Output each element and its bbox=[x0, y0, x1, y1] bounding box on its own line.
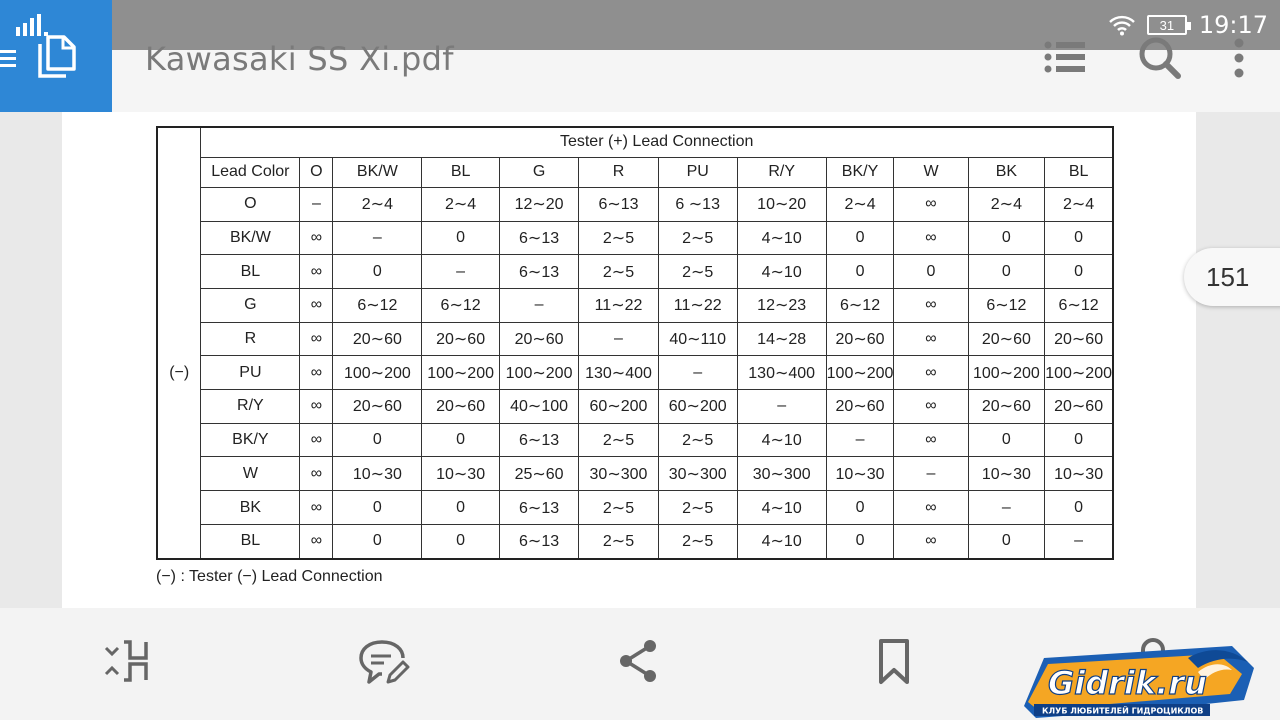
row-label: BL bbox=[201, 255, 300, 289]
table-cell: 100∼200 bbox=[826, 356, 894, 390]
table-cell: 20∼60 bbox=[1045, 322, 1113, 356]
table-row bbox=[157, 255, 1113, 289]
column-header: O bbox=[300, 157, 333, 187]
table-cell: 11∼22 bbox=[579, 289, 658, 323]
table-cell: 6∼12 bbox=[968, 289, 1045, 323]
battery-level: 31 bbox=[1159, 17, 1175, 33]
resistance-table bbox=[156, 126, 1114, 560]
table-cell: 2∼5 bbox=[658, 491, 737, 525]
table-cell: 0 bbox=[333, 255, 422, 289]
table-row bbox=[157, 289, 1113, 323]
table-cell: 20∼60 bbox=[333, 322, 422, 356]
row-group-spacer bbox=[157, 255, 201, 289]
share-icon[interactable] bbox=[618, 638, 658, 684]
table-cell: – bbox=[826, 423, 894, 457]
table-cell: 6 ∼13 bbox=[658, 187, 737, 221]
table-cell: 2∼5 bbox=[579, 423, 658, 457]
table-cell: ∞ bbox=[300, 390, 333, 424]
row-label: G bbox=[201, 289, 300, 323]
table-cell: – bbox=[894, 457, 968, 491]
table-cell: ∞ bbox=[894, 390, 968, 424]
document-title: Kawasaki SS Xi.pdf bbox=[145, 40, 454, 78]
status-time: 19:17 bbox=[1198, 11, 1268, 39]
table-cell: 10∼30 bbox=[968, 457, 1045, 491]
table-cell: 100∼200 bbox=[1045, 356, 1113, 390]
table-cell: ∞ bbox=[300, 221, 333, 255]
table-cell: ∞ bbox=[300, 457, 333, 491]
table-cell: – bbox=[499, 289, 578, 323]
column-header: BL bbox=[1045, 157, 1113, 187]
table-cell: 100∼200 bbox=[968, 356, 1045, 390]
header-label: Lead Color bbox=[201, 157, 300, 187]
status-bar bbox=[0, 0, 1280, 50]
row-group-spacer bbox=[157, 524, 201, 559]
table-cell: 0 bbox=[333, 524, 422, 559]
table-cell: 100∼200 bbox=[422, 356, 500, 390]
table-cell: 2∼5 bbox=[658, 255, 737, 289]
table-cell: 20∼60 bbox=[968, 390, 1045, 424]
table-cell: 11∼22 bbox=[658, 289, 737, 323]
table-cell: 2∼5 bbox=[658, 524, 737, 559]
table-cell: 6∼13 bbox=[499, 491, 578, 525]
bottom-toolbar bbox=[0, 608, 1280, 720]
super-header: Tester (+) Lead Connection bbox=[201, 127, 1113, 157]
table-cell: – bbox=[658, 356, 737, 390]
table-cell: 130∼400 bbox=[579, 356, 658, 390]
row-group-spacer bbox=[157, 221, 201, 255]
table-cell: 30∼300 bbox=[737, 457, 826, 491]
row-label: BK/W bbox=[201, 221, 300, 255]
table-cell: 2∼4 bbox=[1045, 187, 1113, 221]
table-cell: 4∼10 bbox=[737, 524, 826, 559]
table-row bbox=[157, 524, 1113, 559]
table-cell: 4∼10 bbox=[737, 491, 826, 525]
super-header-row bbox=[157, 127, 1113, 157]
status-indicators bbox=[1109, 8, 1268, 42]
table-cell: 0 bbox=[1045, 255, 1113, 289]
table-cell: – bbox=[968, 491, 1045, 525]
table-cell: 0 bbox=[1045, 221, 1113, 255]
row-group-spacer bbox=[157, 187, 201, 221]
table-cell: 0 bbox=[422, 221, 500, 255]
table-cell: 20∼60 bbox=[826, 322, 894, 356]
table-cell: 0 bbox=[422, 491, 500, 525]
table-cell: 4∼10 bbox=[737, 423, 826, 457]
comment-edit-icon[interactable] bbox=[358, 638, 410, 686]
logo-text: Gidrik.ru bbox=[1048, 664, 1207, 702]
table-cell: 6∼12 bbox=[826, 289, 894, 323]
table-cell: 130∼400 bbox=[737, 356, 826, 390]
column-header: BK/W bbox=[333, 157, 422, 187]
table-cell: 2∼5 bbox=[658, 221, 737, 255]
row-label: R bbox=[201, 322, 300, 356]
table-row bbox=[157, 221, 1113, 255]
row-label: PU bbox=[201, 356, 300, 390]
table-cell: ∞ bbox=[894, 524, 968, 559]
table-cell: 10∼30 bbox=[422, 457, 500, 491]
table-cell: – bbox=[300, 187, 333, 221]
row-group-label: (−) bbox=[157, 356, 201, 390]
table-cell: 0 bbox=[422, 524, 500, 559]
table-cell: 6∼12 bbox=[333, 289, 422, 323]
table-cell: 0 bbox=[894, 255, 968, 289]
table-cell: 20∼60 bbox=[826, 390, 894, 424]
table-cell: ∞ bbox=[300, 255, 333, 289]
table-cell: 20∼60 bbox=[422, 390, 500, 424]
table-cell: 0 bbox=[826, 255, 894, 289]
table-cell: 14∼28 bbox=[737, 322, 826, 356]
table-cell: ∞ bbox=[894, 221, 968, 255]
table-cell: 10∼30 bbox=[1045, 457, 1113, 491]
table-row bbox=[157, 390, 1113, 424]
hamburger-icon[interactable] bbox=[0, 48, 18, 70]
table-cell: 10∼20 bbox=[737, 187, 826, 221]
table-row bbox=[157, 322, 1113, 356]
gidrik-logo bbox=[1018, 628, 1258, 720]
table-cell: 2∼5 bbox=[579, 255, 658, 289]
table-cell: 100∼200 bbox=[333, 356, 422, 390]
table-row bbox=[157, 491, 1113, 525]
table-cell: 2∼4 bbox=[968, 187, 1045, 221]
row-label: BL bbox=[201, 524, 300, 559]
table-cell: – bbox=[422, 255, 500, 289]
logo-tagline: КЛУБ ЛЮБИТЕЛЕЙ ГИДРОЦИКЛОВ bbox=[1042, 706, 1204, 716]
table-cell: 0 bbox=[968, 423, 1045, 457]
table-cell: – bbox=[333, 221, 422, 255]
table-cell: ∞ bbox=[894, 289, 968, 323]
table-cell: 0 bbox=[968, 255, 1045, 289]
table-row bbox=[157, 356, 1113, 390]
table-cell: 40∼100 bbox=[499, 390, 578, 424]
table-cell: 0 bbox=[968, 221, 1045, 255]
table-cell: ∞ bbox=[300, 423, 333, 457]
table-cell: 6∼12 bbox=[422, 289, 500, 323]
table-cell: 0 bbox=[333, 491, 422, 525]
row-group-spacer bbox=[157, 390, 201, 424]
table-cell: 6∼13 bbox=[499, 221, 578, 255]
table-cell: 25∼60 bbox=[499, 457, 578, 491]
column-header: G bbox=[499, 157, 578, 187]
table-cell: 20∼60 bbox=[499, 322, 578, 356]
table-cell: 0 bbox=[826, 524, 894, 559]
table-cell: 4∼10 bbox=[737, 255, 826, 289]
table-cell: 0 bbox=[826, 491, 894, 525]
table-cell: ∞ bbox=[894, 187, 968, 221]
table-cell: 4∼10 bbox=[737, 221, 826, 255]
table-cell: 10∼30 bbox=[333, 457, 422, 491]
table-cell: 12∼23 bbox=[737, 289, 826, 323]
row-label: BK bbox=[201, 491, 300, 525]
documents-icon bbox=[36, 34, 78, 80]
column-header: BK/Y bbox=[826, 157, 894, 187]
table-cell: ∞ bbox=[300, 322, 333, 356]
table-cell: 6∼13 bbox=[499, 423, 578, 457]
column-header-row bbox=[157, 157, 1113, 187]
row-label: BK/Y bbox=[201, 423, 300, 457]
column-header: PU bbox=[658, 157, 737, 187]
table-cell: 30∼300 bbox=[658, 457, 737, 491]
table-cell: ∞ bbox=[894, 322, 968, 356]
row-group-spacer bbox=[157, 491, 201, 525]
app-bar-body bbox=[112, 50, 1280, 112]
row-label: R/Y bbox=[201, 390, 300, 424]
table-cell: 0 bbox=[1045, 491, 1113, 525]
column-header: W bbox=[894, 157, 968, 187]
table-cell: 12∼20 bbox=[499, 187, 578, 221]
table-cell: 20∼60 bbox=[1045, 390, 1113, 424]
signal-icon bbox=[16, 14, 50, 36]
table-cell: ∞ bbox=[894, 423, 968, 457]
table-cell: 0 bbox=[333, 423, 422, 457]
column-header: BK bbox=[968, 157, 1045, 187]
table-cell: ∞ bbox=[300, 524, 333, 559]
corner-cell bbox=[157, 127, 201, 157]
table-cell: 2∼5 bbox=[579, 221, 658, 255]
table-cell: 6∼13 bbox=[579, 187, 658, 221]
table-cell: – bbox=[737, 390, 826, 424]
row-group-spacer bbox=[157, 457, 201, 491]
table-cell: 30∼300 bbox=[579, 457, 658, 491]
column-header: BL bbox=[422, 157, 500, 187]
table-cell: 40∼110 bbox=[658, 322, 737, 356]
table-cell: 2∼4 bbox=[826, 187, 894, 221]
table-cell: ∞ bbox=[300, 356, 333, 390]
pdf-page[interactable] bbox=[62, 112, 1196, 608]
table-cell: 100∼200 bbox=[499, 356, 578, 390]
table-cell: 0 bbox=[1045, 423, 1113, 457]
table-cell: 2∼5 bbox=[579, 491, 658, 525]
column-header: R/Y bbox=[737, 157, 826, 187]
table-cell: 2∼5 bbox=[658, 423, 737, 457]
table-row bbox=[157, 187, 1113, 221]
table-cell: 2∼4 bbox=[333, 187, 422, 221]
table-row bbox=[157, 423, 1113, 457]
table-cell: 10∼30 bbox=[826, 457, 894, 491]
row-group-spacer bbox=[157, 322, 201, 356]
table-cell: 20∼60 bbox=[422, 322, 500, 356]
table-cell: 60∼200 bbox=[579, 390, 658, 424]
table-cell: 20∼60 bbox=[333, 390, 422, 424]
collapse-icon[interactable] bbox=[104, 638, 148, 684]
row-group-spacer bbox=[157, 157, 201, 187]
row-label: O bbox=[201, 187, 300, 221]
documents-button[interactable] bbox=[0, 0, 112, 112]
column-header: R bbox=[579, 157, 658, 187]
table-cell: 6∼12 bbox=[1045, 289, 1113, 323]
table-cell: 0 bbox=[826, 221, 894, 255]
row-group-spacer bbox=[157, 423, 201, 457]
row-group-spacer bbox=[157, 289, 201, 323]
table-footnote: (−) : Tester (−) Lead Connection bbox=[156, 568, 383, 585]
table-row bbox=[157, 457, 1113, 491]
table-cell: 6∼13 bbox=[499, 524, 578, 559]
table-cell: 0 bbox=[968, 524, 1045, 559]
bookmark-icon[interactable] bbox=[878, 638, 910, 686]
table-cell: 0 bbox=[422, 423, 500, 457]
table-cell: ∞ bbox=[894, 356, 968, 390]
table-cell: 60∼200 bbox=[658, 390, 737, 424]
table-cell: – bbox=[579, 322, 658, 356]
table-cell: 6∼13 bbox=[499, 255, 578, 289]
page-number: 151 bbox=[1206, 261, 1250, 292]
table-cell: 2∼5 bbox=[579, 524, 658, 559]
table-cell: 2∼4 bbox=[422, 187, 500, 221]
page-number-badge[interactable] bbox=[1184, 248, 1280, 306]
row-label: W bbox=[201, 457, 300, 491]
table-cell: ∞ bbox=[894, 491, 968, 525]
table-cell: ∞ bbox=[300, 491, 333, 525]
table-cell: ∞ bbox=[300, 289, 333, 323]
battery-icon bbox=[1147, 15, 1187, 35]
table-cell: – bbox=[1045, 524, 1113, 559]
wifi-icon bbox=[1109, 14, 1135, 36]
table-cell: 20∼60 bbox=[968, 322, 1045, 356]
